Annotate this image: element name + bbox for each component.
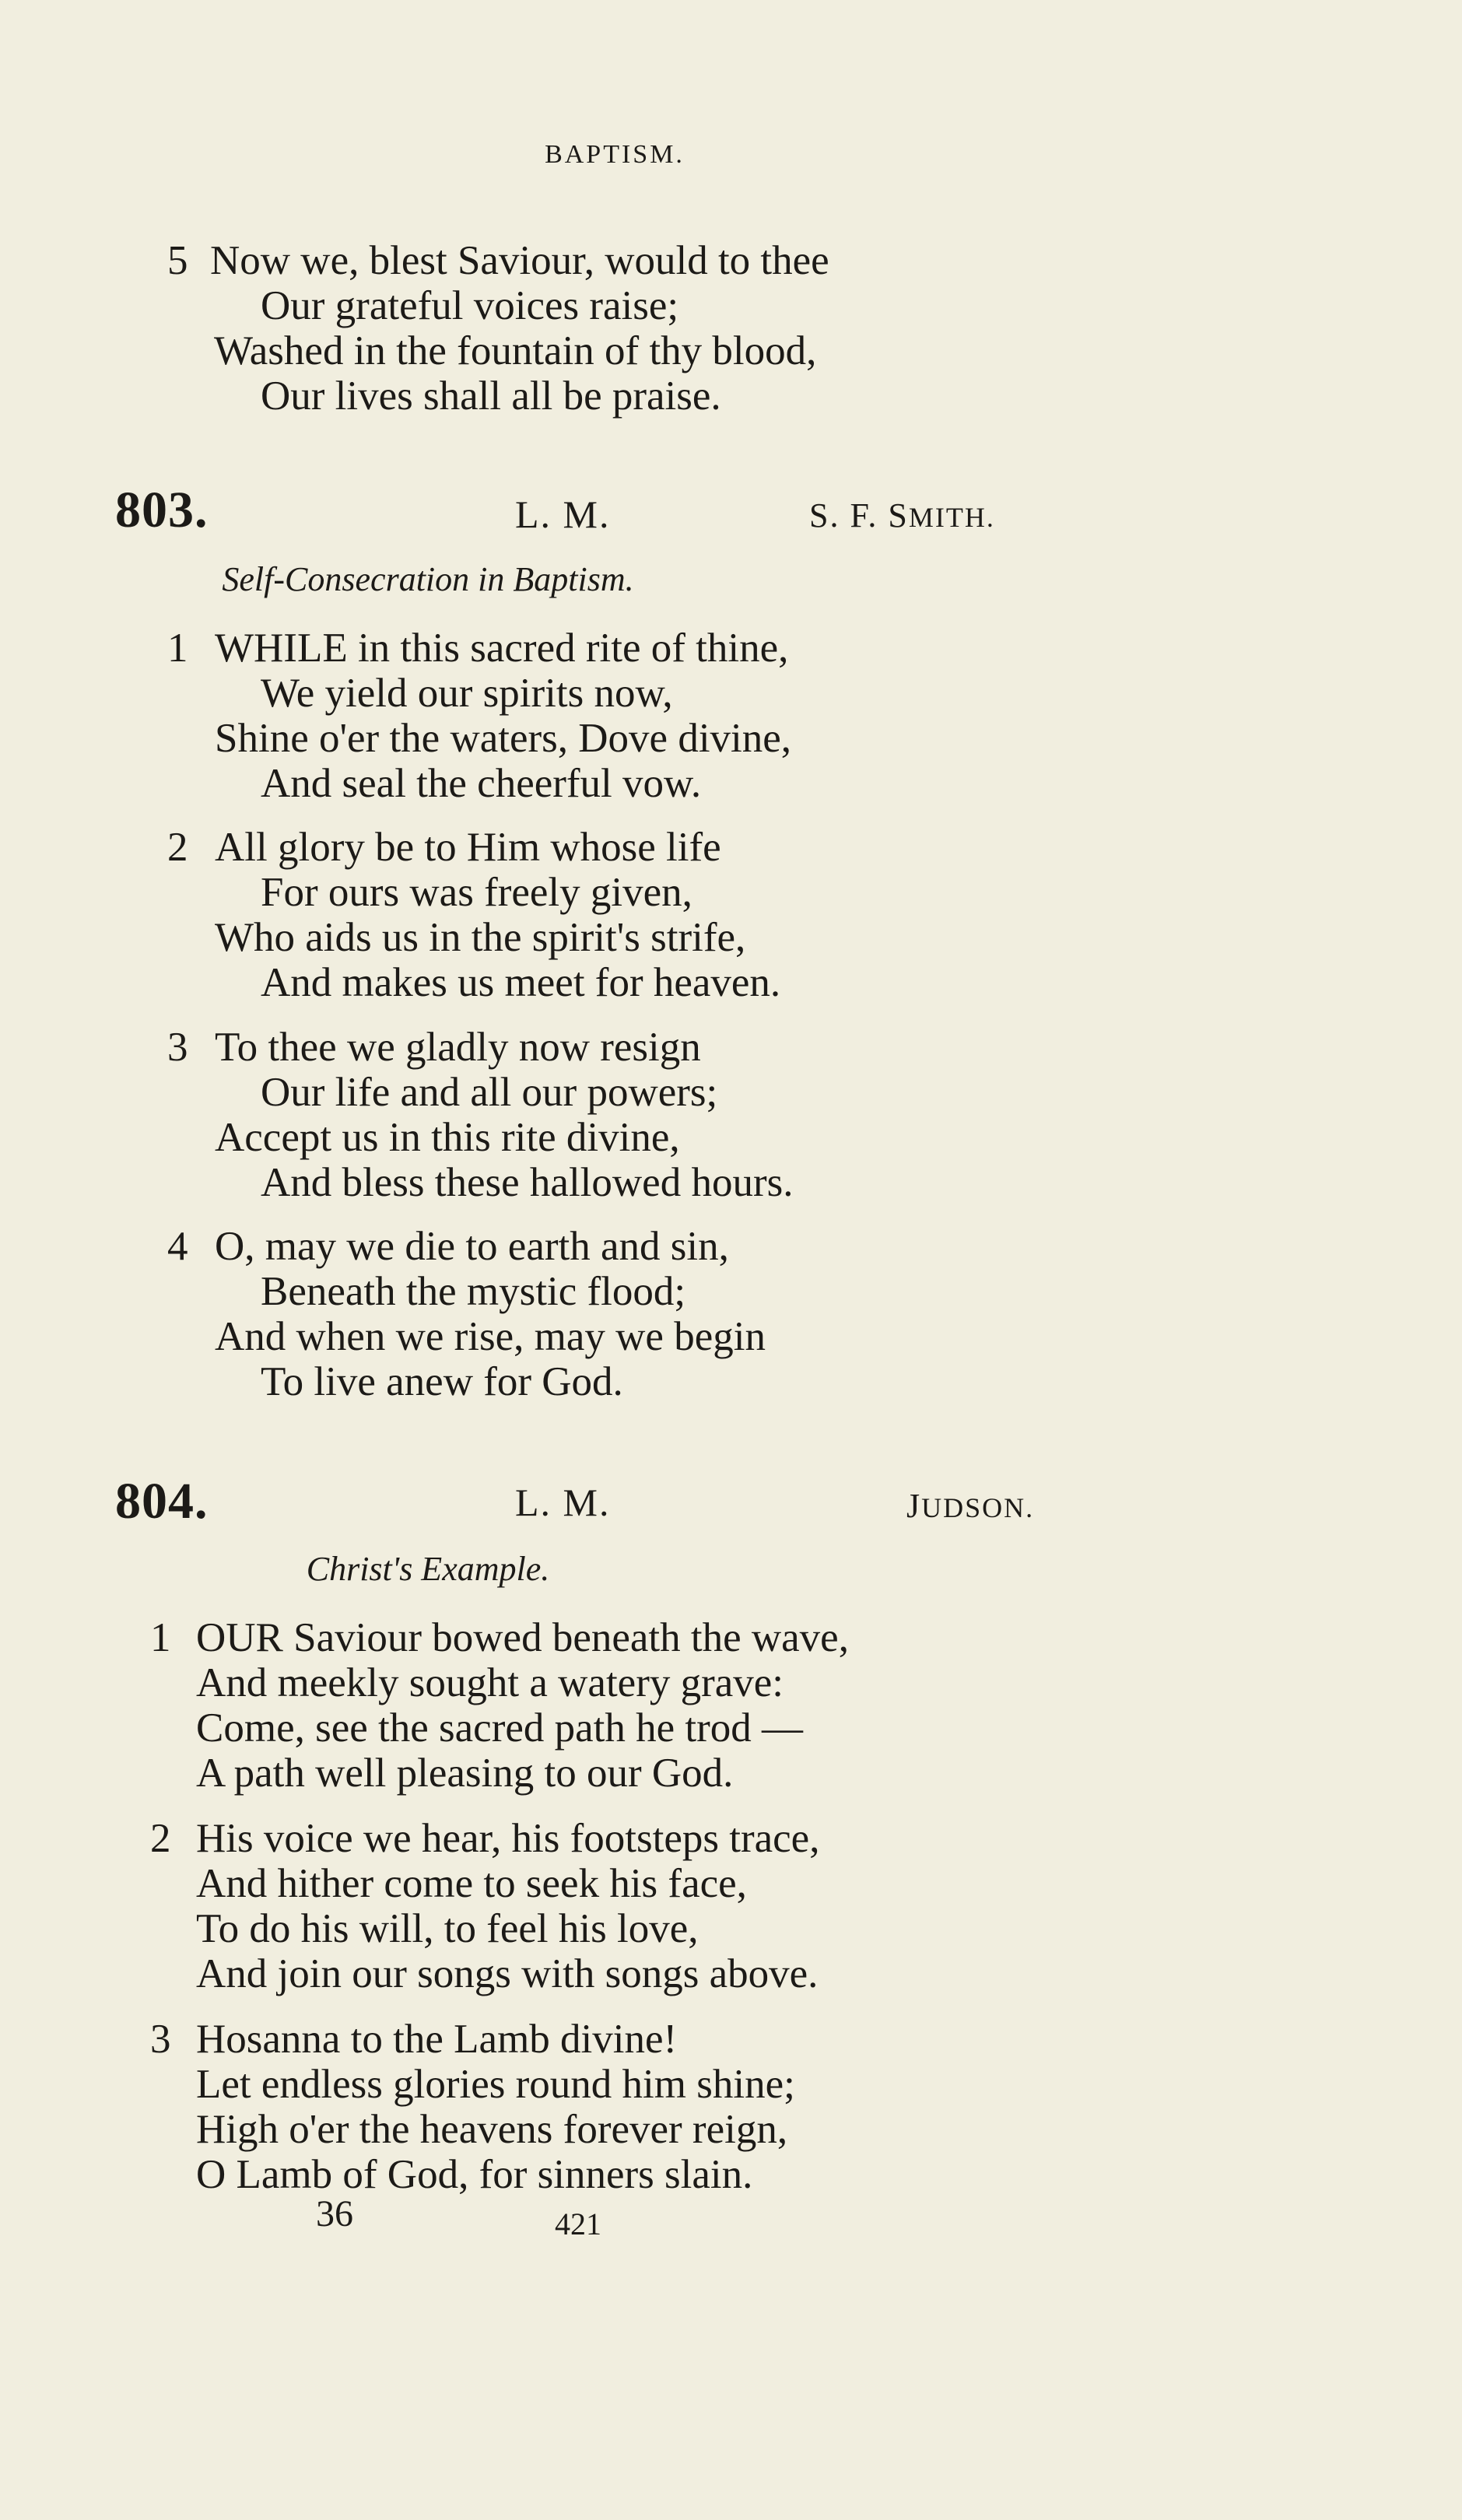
- stanza-number: 1: [150, 1615, 171, 1660]
- verse-line: Come, see the sacred path he trod —: [196, 1705, 804, 1751]
- verse-line: To thee we gladly now resign: [215, 1025, 701, 1070]
- page-number: 421: [555, 2206, 601, 2241]
- verse-line: And seal the cheerful vow.: [261, 761, 702, 806]
- stanza-number: 3: [150, 2017, 171, 2062]
- verse-line: His voice we hear, his footsteps trace,: [196, 1816, 820, 1861]
- verse-line: High o'er the heavens forever reign,: [196, 2107, 788, 2152]
- verse-line: Now we, blest Saviour, would to thee: [210, 238, 829, 283]
- verse-line: And when we rise, may we begin: [215, 1314, 766, 1359]
- stanza-number: 2: [167, 825, 188, 870]
- running-head: BAPTISM.: [545, 140, 685, 169]
- verse-line: And join our songs with songs above.: [196, 1951, 819, 1996]
- verse-line: O Lamb of God, for sinners slain.: [196, 2152, 753, 2197]
- verse-line: Who aids us in the spirit's strife,: [215, 915, 746, 960]
- hymn-number: 804.: [115, 1473, 209, 1530]
- stanza-number: 3: [167, 1025, 188, 1070]
- verse-line: Hosanna to the Lamb divine!: [196, 2017, 678, 2062]
- verse-line: Our grateful voices raise;: [261, 283, 679, 328]
- verse-line: Let endless glories round him shine;: [196, 2062, 795, 2107]
- verse-line: WHILE in this sacred rite of thine,: [215, 626, 789, 671]
- verse-line: Our life and all our powers;: [261, 1070, 718, 1115]
- stanza-number: 4: [167, 1224, 188, 1269]
- stanza-number: 5: [167, 238, 188, 283]
- signature-mark: 36: [316, 2193, 353, 2234]
- hymn-author: JUDSON.: [906, 1487, 1035, 1525]
- verse-line: And hither come to seek his face,: [196, 1861, 747, 1906]
- verse-line: OUR Saviour bowed beneath the wave,: [196, 1615, 849, 1660]
- verse-line: Shine o'er the waters, Dove divine,: [215, 716, 792, 761]
- verse-line: And bless these hallowed hours.: [261, 1160, 794, 1205]
- verse-line: Washed in the fountain of thy blood,: [214, 328, 817, 373]
- verse-line: Our lives shall all be praise.: [261, 373, 721, 419]
- hymn-meter: L. M.: [515, 492, 611, 536]
- verse-line: All glory be to Him whose life: [215, 825, 721, 870]
- stanza-number: 1: [167, 626, 188, 671]
- verse-line: Beneath the mystic flood;: [261, 1269, 686, 1314]
- verse-line: To live anew for God.: [261, 1359, 623, 1404]
- verse-line: And makes us meet for heaven.: [261, 960, 781, 1005]
- hymn-title: Christ's Example.: [306, 1550, 550, 1588]
- verse-line: O, may we die to earth and sin,: [215, 1224, 729, 1269]
- verse-line: For ours was freely given,: [261, 870, 692, 915]
- hymn-meter: L. M.: [515, 1481, 611, 1524]
- verse-line: A path well pleasing to our God.: [196, 1751, 734, 1796]
- hymn-title: Self-Consecration in Baptism.: [222, 560, 634, 598]
- hymn-author: S. F. SMITH.: [809, 496, 995, 534]
- stanza-number: 2: [150, 1816, 171, 1861]
- hymn-number: 803.: [115, 482, 209, 538]
- verse-line: Accept us in this rite divine,: [215, 1115, 680, 1160]
- verse-line: To do his will, to feel his love,: [196, 1906, 699, 1951]
- verse-line: We yield our spirits now,: [261, 671, 673, 716]
- verse-line: And meekly sought a watery grave:: [196, 1660, 784, 1705]
